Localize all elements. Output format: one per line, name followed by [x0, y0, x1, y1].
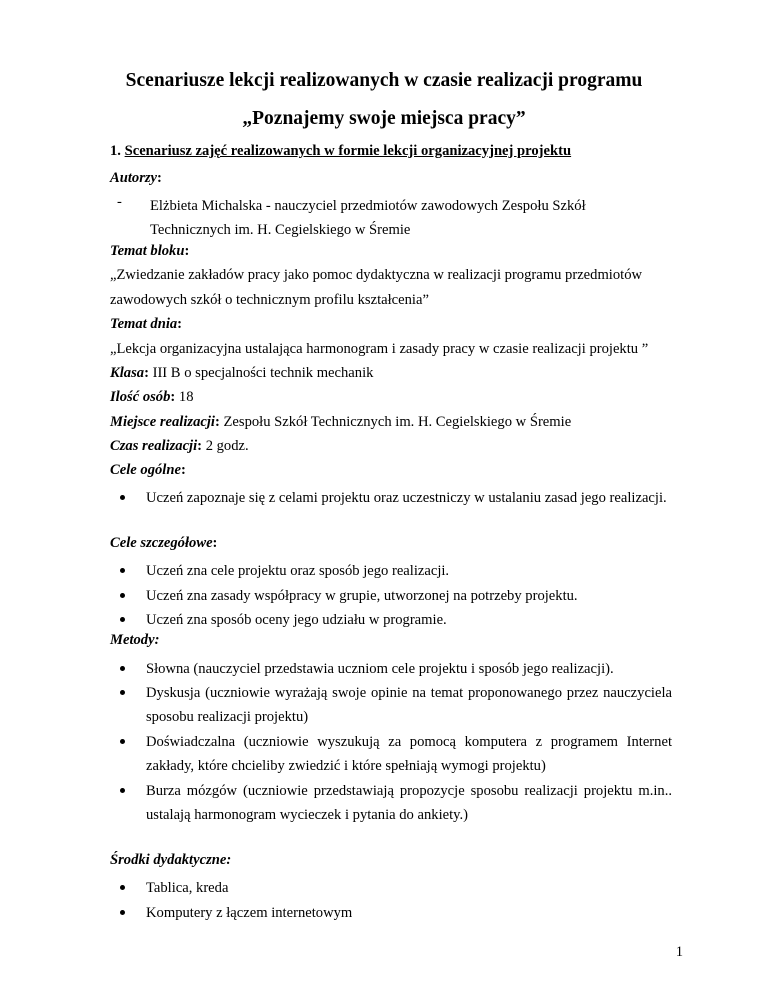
metody-label: Metody: — [110, 632, 160, 648]
autorzy-text — [150, 194, 670, 243]
metody-item: Doświadczalna (uczniowie wyszukują za pomocą komputera z programem Internet zakłady, które chcieliby zwiedzić i które spełniają wymogi projektu) — [146, 730, 672, 779]
cele-szczegolowe-label-line: Cele szczegółowe: — [110, 535, 218, 551]
cele-szczegolowe-item: Uczeń zna zasady współpracy w grupie, utworzonej na potrzeby projektu. — [146, 584, 666, 608]
klasa-label: Klasa — [110, 365, 145, 381]
miejsce-label: Miejsce realizacji — [110, 414, 215, 430]
section-heading — [110, 143, 571, 160]
dash-marker: - — [117, 194, 122, 210]
srodki-item: Komputery z łączem internetowym — [146, 901, 666, 925]
temat-bloku-line-1: „Zwiedzanie zakładów pracy jako pomoc dydaktyczna w realizacji programu przedmiotów — [110, 267, 643, 283]
czas-line: Czas realizacji: 2 godz. — [110, 438, 249, 454]
page-number: 1 — [675, 944, 683, 960]
autorzy-line-2: Technicznych im. H. Cegielskiego w Śremie — [150, 222, 411, 239]
cele-ogolne-label-line: Cele ogólne: — [110, 462, 186, 478]
temat-bloku-line-2: zawodowych szkół o technicznym profilu kształcenia” — [110, 292, 429, 308]
klasa-value: III B o specjalności technik mechanik — [152, 365, 374, 381]
cele-szczegolowe-label: Cele szczegółowe — [110, 535, 213, 551]
metody-item: Burza mózgów (uczniowie przedstawiają propozycje sposobu realizacji projektu m.in.. ustalają harmonogram wycieczek i pytania do ankiety.) — [146, 779, 672, 828]
section-number: 1. — [110, 143, 121, 159]
miejsce-line: Miejsce realizacji: Zespołu Szkół Technicznych im. H. Cegielskiego w Śremie — [110, 414, 572, 430]
cele-ogolne-label: Cele ogólne — [110, 462, 181, 478]
cele-szczegolowe-item: Uczeń zna cele projektu oraz sposób jego realizacji. — [146, 559, 666, 583]
ilosc-osob-value: 18 — [178, 389, 194, 405]
section-title: Scenariusz zajęć realizowanych w formie lekcji organizacyjnej projektu — [124, 143, 572, 159]
temat-bloku-label-line: Temat bloku: — [110, 243, 190, 259]
srodki-label: Środki dydaktyczne: — [110, 852, 232, 868]
ilosc-osob-label: Ilość osób — [110, 389, 171, 405]
czas-value: 2 godz. — [205, 438, 249, 454]
srodki-item: Tablica, kreda — [146, 876, 666, 900]
cele-ogolne-item: Uczeń zapoznaje się z celami projektu oraz uczestniczy w ustalaniu zasad jego realizacji. — [146, 486, 672, 510]
klasa-line: Klasa: III B o specjalności technik mechanik — [110, 365, 374, 381]
metody-item: Słowna (nauczyciel przedstawia uczniom cele projektu i sposób jego realizacji). — [146, 657, 666, 681]
cele-szczegolowe-item: Uczeń zna sposób oceny jego udziału w programie. — [146, 608, 666, 632]
miejsce-value: Zespołu Szkół Technicznych im. H. Cegielskiego w Śremie — [223, 414, 572, 430]
autorzy-label-line: Autorzy: — [110, 170, 162, 186]
temat-dnia-text: „Lekcja organizacyjna ustalająca harmonogram i zasady pracy w czasie realizacji projektu ” — [110, 341, 649, 357]
metody-item: Dyskusja (uczniowie wyrażają swoje opinie na temat proponowanego przez nauczyciela sposobu realizacji projektu) — [146, 681, 672, 730]
autorzy-line-1: Elżbieta Michalska - nauczyciel przedmiotów zawodowych Zespołu Szkół — [150, 198, 586, 214]
document-title-line-1: Scenariusze lekcji realizowanych w czasie realizacji programu — [125, 70, 643, 91]
temat-dnia-label-line: Temat dnia: — [110, 316, 183, 332]
temat-bloku-label: Temat bloku — [110, 243, 185, 259]
temat-dnia-label: Temat dnia — [110, 316, 178, 332]
document-title-line-2: „Poznajemy swoje miejsca pracy” — [242, 108, 526, 129]
ilosc-osob-line: Ilość osób: 18 — [110, 389, 194, 405]
autorzy-label: Autorzy — [110, 170, 158, 186]
czas-label: Czas realizacji — [110, 438, 198, 454]
